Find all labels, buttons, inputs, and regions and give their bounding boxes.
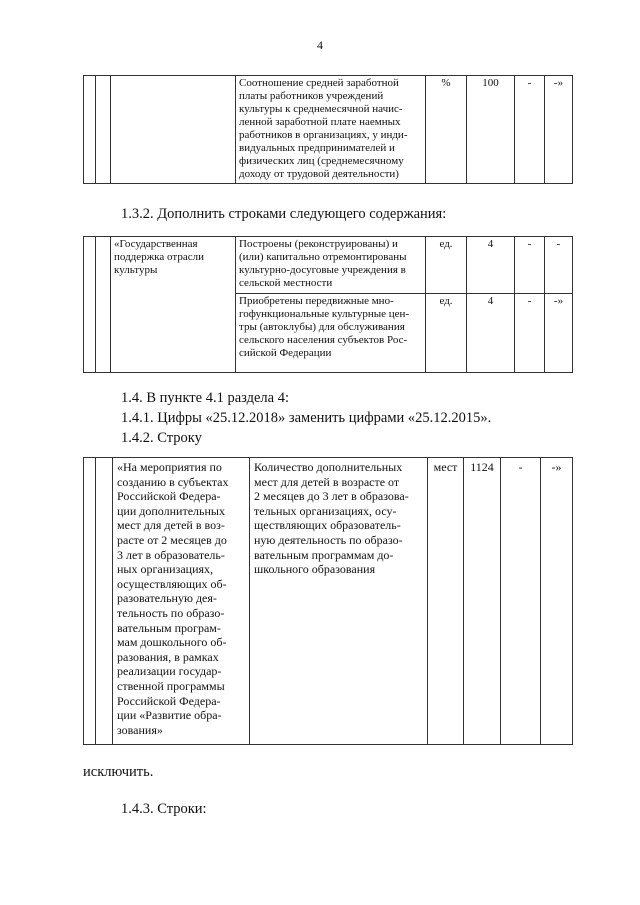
table-cell: [96, 76, 111, 184]
table-cell: [111, 76, 236, 184]
indicator-cell: Построены (реконструированы) и (или) капитально отремонтированы культурно-досуговые учреждения в сельской местности: [236, 237, 426, 294]
table-cell: [84, 76, 96, 184]
unit-cell: ед.: [426, 294, 467, 373]
paragraph-1-4-1: 1.4.1. Цифры «25.12.2018» заменить цифрами «25.12.2015».: [121, 410, 492, 426]
table-cell: [96, 458, 113, 745]
table-cell: [84, 458, 96, 745]
paragraph-1-3-2: 1.3.2. Дополнить строками следующего содержания:: [121, 206, 447, 222]
col6-cell: -: [501, 458, 541, 745]
table-row: [84, 237, 573, 294]
table-cell: [96, 237, 111, 373]
paragraph-1-4: 1.4. В пункте 4.1 раздела 4:: [121, 390, 289, 406]
table-row: [84, 458, 573, 745]
table-3: [83, 457, 573, 745]
table-2: [83, 236, 573, 373]
group-name-cell: «Государственная поддержка отрасли культуры: [111, 237, 236, 373]
word-exclude: исключить.: [83, 764, 154, 780]
value-cell: 4: [467, 294, 515, 373]
paragraph-1-4-2: 1.4.2. Строку: [121, 430, 202, 446]
unit-cell: мест: [428, 458, 464, 745]
col7-cell: -: [545, 237, 573, 294]
table-1: [83, 75, 573, 184]
col6-cell: -: [515, 76, 545, 184]
paragraph-1-4-3: 1.4.3. Строки:: [121, 801, 207, 817]
col7-cell: -»: [545, 76, 573, 184]
col7-cell: -»: [541, 458, 573, 745]
value-cell: 4: [467, 237, 515, 294]
indicator-cell: Количество дополнительных мест для детей в возрасте от 2 месяцев до 3 лет в образова- тельных организациях, осу- ществляющих образователь- ную деятельность по образо- вательным программам до- школьного образования: [250, 458, 428, 745]
table-cell: [84, 237, 96, 373]
col7-cell: -»: [545, 294, 573, 373]
indicator-cell: Соотношение средней заработной платы работников учреждений культуры к среднемесячной начис- ленной заработной плате наемных работников в организациях, у инди- видуальных предпринимателей и физических лиц (среднемесячному доходу от трудовой деятельности): [236, 76, 426, 184]
indicator-cell: Приобретены передвижные мно- гофункциональные культурные цен- тры (автоклубы) для обслуживания сельского населения субъектов Рос- сийской Федерации: [236, 294, 426, 373]
table-row: [84, 76, 573, 184]
col6-cell: -: [515, 237, 545, 294]
unit-cell: %: [426, 76, 467, 184]
unit-cell: ед.: [426, 237, 467, 294]
value-cell: 100: [467, 76, 515, 184]
value-cell: 1124: [464, 458, 501, 745]
group-name-cell: «На мероприятия по созданию в субъектах Российской Федера- ции дополнительных мест для детей в воз- расте от 2 месяцев до 3 лет в образователь- ных организациях, осуществляющих об- разовательную дея- тельность по образо- вательным програм- мам дошкольного об- разования, в рамках реализации государ- ственной программы Российской Федера- ции «Развитие обра- зования»: [113, 458, 250, 745]
col6-cell: -: [515, 294, 545, 373]
page-number: 4: [317, 38, 323, 52]
